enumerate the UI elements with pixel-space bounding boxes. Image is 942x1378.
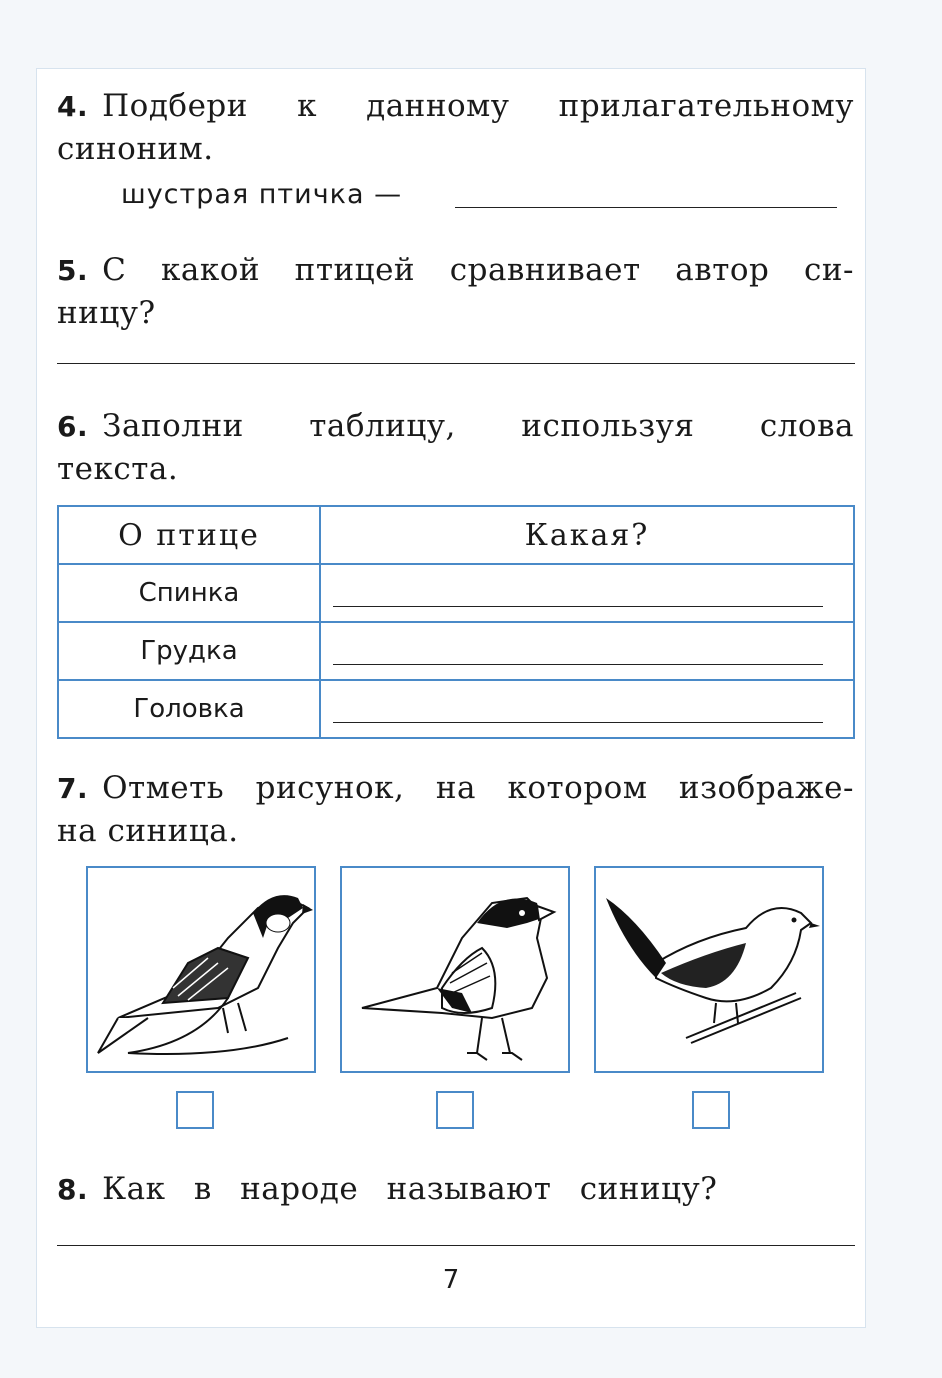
task-number: 6. [57,410,89,443]
task-text-line1: Отметь рисунок, на котором изображе- [102,770,854,806]
row-label-breast: Грудка [58,622,320,680]
answer-line [333,722,823,723]
row-label-head: Головка [58,680,320,738]
answer-line-task5[interactable] [57,363,855,364]
synonym-phrase: шустрая птичка — [121,179,403,210]
task-text-line1: Подбери к данному прилагательному [102,88,854,124]
task-8 [57,1168,854,1211]
task-5 [57,249,854,334]
task-number: 5. [57,254,89,287]
task-text-line2: синоним. [57,131,214,167]
task-6 [57,405,854,490]
task-text-line1: Заполни таблицу, используя слова [102,408,854,444]
page-number: 7 [442,1265,460,1295]
titmouse-drawing [88,868,314,1071]
header-about-bird: О птице [58,506,320,564]
task-text-line2: на синица. [57,813,239,849]
row-label-back: Спинка [58,564,320,622]
answer-line [333,664,823,665]
answer-cell-back[interactable] [320,564,854,622]
task-text-line2: ницу? [57,295,156,331]
task-7 [57,767,854,852]
task-text-line1: Как в народе называют синицу? [102,1171,718,1207]
table-row [58,680,854,738]
workbook-page [36,68,866,1328]
answer-line-task4[interactable] [455,207,837,208]
bird-image-titmouse [86,866,316,1073]
checkbox-wagtail[interactable] [692,1091,730,1129]
task-number: 8. [57,1173,89,1206]
bird-image-wagtail [594,866,824,1073]
checkbox-titmouse[interactable] [176,1091,214,1129]
task-text-line2: текста. [57,451,179,487]
table-row [58,564,854,622]
table-row [58,622,854,680]
answer-cell-head[interactable] [320,680,854,738]
answer-line-task8[interactable] [57,1245,855,1246]
bird-image-bullfinch [340,866,570,1073]
wagtail-drawing [596,868,822,1071]
header-which: Какая? [320,506,854,564]
task-text-line1: С какой птицей сравнивает автор си- [102,252,854,288]
answer-line [333,606,823,607]
checkbox-bullfinch[interactable] [436,1091,474,1129]
bullfinch-drawing [342,868,568,1071]
task-number: 4. [57,90,89,123]
table-header-row [58,506,854,564]
bird-description-table [57,505,855,739]
task-number: 7. [57,772,89,805]
answer-cell-breast[interactable] [320,622,854,680]
task-4 [57,85,854,170]
